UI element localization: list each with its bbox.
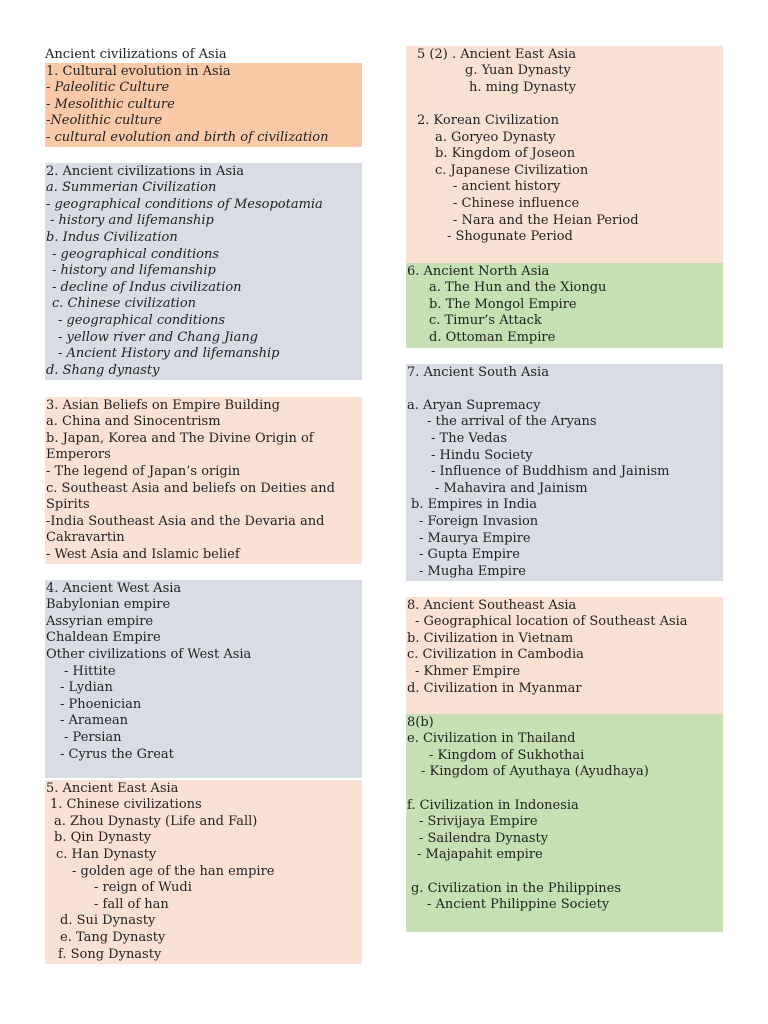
outline-item: - Paleolitic Culture [46,80,170,96]
section-s4 [45,580,362,778]
section-s5b [406,46,723,263]
outline-item: - Ancient History and lifemanship [58,346,280,362]
outline-item: - Mesolithic culture [46,96,175,112]
outline-item: - Majapahit empire [417,847,543,863]
section-s3 [45,397,362,564]
outline-item: b. The Mongol Empire [429,296,577,312]
outline-item: -Neolithic culture [46,113,163,129]
document-title: Ancient civilizations of Asia [45,47,227,62]
outline-item: - Sailendra Dynasty [419,830,549,846]
outline-item: - the arrival of the Aryans [427,414,597,430]
outline-item: g. Civilization in the Philippines [411,880,622,896]
outline-item: g. Yuan Dynasty [465,63,571,79]
outline-item: h. ming Dynasty [469,79,577,95]
outline-item: a. Summerian Civilization [46,180,217,196]
section-heading: 2. Ancient civilizations in Asia [46,163,245,179]
section-heading: 5 (2) . Ancient East Asia [417,46,577,62]
outline-item: a. The Hun and the Xiongu [429,280,607,296]
outline-item: - Phoenician [60,696,142,712]
outline-item: - Chinese influence [453,195,580,211]
outline-item: - Srivijaya Empire [419,814,538,830]
outline-item: c. Timur’s Attack [429,313,542,329]
outline-item: a. Goryeo Dynasty [435,129,556,145]
outline-item: - ancient history [453,179,561,195]
section-s2 [45,163,362,380]
section-heading: 8(b) [407,714,434,730]
outline-item: - Mugha Empire [419,563,526,579]
outline-item: - Khmer Empire [415,663,521,679]
outline-item: a. China and Sinocentrism [46,414,221,430]
outline-item: c. Japanese Civilization [435,162,589,178]
section-heading: 4. Ancient West Asia [46,580,182,596]
outline-item: b. Qin Dynasty [54,830,152,846]
outline-item: - Hindu Society [431,447,533,463]
outline-item: e. Civilization in Thailand [407,731,576,747]
outline-item: - golden age of the han empire [72,863,275,879]
outline-item: -India Southeast Asia and the Devaria and [46,513,325,529]
outline-item: - history and lifemanship [50,213,214,229]
section-s1 [45,63,362,147]
outline-item: - Gupta Empire [419,547,520,563]
outline-item: b. Civilization in Vietnam [407,630,574,646]
outline-item: d. Shang dynasty [46,362,160,378]
outline-item: - Ancient Philippine Society [427,897,610,913]
outline-item: b. Indus Civilization [46,229,178,245]
outline-item: - reign of Wudi [94,880,192,896]
outline-item: c. Chinese civilization [52,296,197,312]
outline-item: d. Ottoman Empire [429,329,556,345]
outline-item: - Lydian [60,680,113,696]
outline-item: - Hittite [64,663,116,679]
outline-item: b. Kingdom of Joseon [435,146,576,162]
outline-item: Other civilizations of West Asia [46,646,252,662]
section-heading: 1. Cultural evolution in Asia [46,63,231,79]
outline-item: - fall of han [94,896,169,912]
outline-item: Assyrian empire [46,613,154,629]
outline-item: f. Civilization in Indonesia [407,797,579,813]
outline-item: 2. Korean Civilization [417,112,559,128]
section-s7 [406,364,723,581]
outline-item: d. Sui Dynasty [60,913,156,929]
outline-item: - Influence of Buddhism and Jainism [431,464,670,480]
outline-item: f. Song Dynasty [58,946,162,962]
outline-item: - decline of Indus civilization [52,279,242,295]
section-heading: 7. Ancient South Asia [407,364,549,380]
outline-item: - Geographical location of Southeast Asia [415,614,688,630]
section-s8b [406,714,723,932]
outline-item: a. Zhou Dynasty (Life and Fall) [54,813,258,829]
outline-item: c. Southeast Asia and beliefs on Deities and [46,480,335,496]
outline-item: - West Asia and Islamic belief [46,546,240,562]
outline-item: - Kingdom of Ayuthaya (Ayudhaya) [421,764,649,780]
outline-item: - Shogunate Period [447,229,573,245]
outline-item: - history and lifemanship [52,263,216,279]
outline-item: - Persian [64,729,122,745]
outline-item: Spirits [46,497,90,513]
outline-item: b. Japan, Korea and The Divine Origin of [46,430,314,446]
outline-item: - Nara and the Heian Period [453,212,639,228]
outline-item: d. Civilization in Myanmar [407,680,582,696]
outline-item: a. Aryan Supremacy [407,397,541,413]
section-heading: 3. Asian Beliefs on Empire Building [46,397,280,413]
section-s6 [406,263,723,348]
outline-item: - Aramean [60,713,129,729]
outline-item: Emperors [46,447,111,463]
section-s8 [406,597,723,714]
outline-item: Babylonian empire [46,597,171,613]
outline-item: - geographical conditions of Mesopotamia [46,196,323,212]
outline-item: e. Tang Dynasty [60,929,166,945]
section-heading: 6. Ancient North Asia [407,263,550,279]
outline-item: Chaldean Empire [46,630,161,646]
section-heading: 8. Ancient Southeast Asia [407,597,577,613]
section-s5 [45,780,362,964]
outline-item: - geographical conditions [52,246,220,262]
outline-item: 1. Chinese civilizations [50,797,202,813]
outline-item: - geographical conditions [58,312,226,328]
section-heading: 5. Ancient East Asia [46,780,179,796]
outline-item: c. Civilization in Cambodia [407,647,584,663]
outline-item: c. Han Dynasty [56,846,157,862]
outline-item: - The Vedas [431,430,508,446]
outline-item: - Mahavira and Jainism [435,480,588,496]
outline-item: - Cyrus the Great [60,746,174,762]
outline-item: Cakravartin [46,530,125,546]
outline-item: - Foreign Invasion [419,513,539,529]
outline-item: - Kingdom of Sukhothai [429,747,585,763]
outline-item: - yellow river and Chang Jiang [58,329,259,345]
outline-item: - cultural evolution and birth of civilization [46,129,329,145]
outline-item: b. Empires in India [411,497,537,513]
outline-item: - Maurya Empire [419,530,531,546]
outline-item: - The legend of Japan’s origin [46,463,241,479]
